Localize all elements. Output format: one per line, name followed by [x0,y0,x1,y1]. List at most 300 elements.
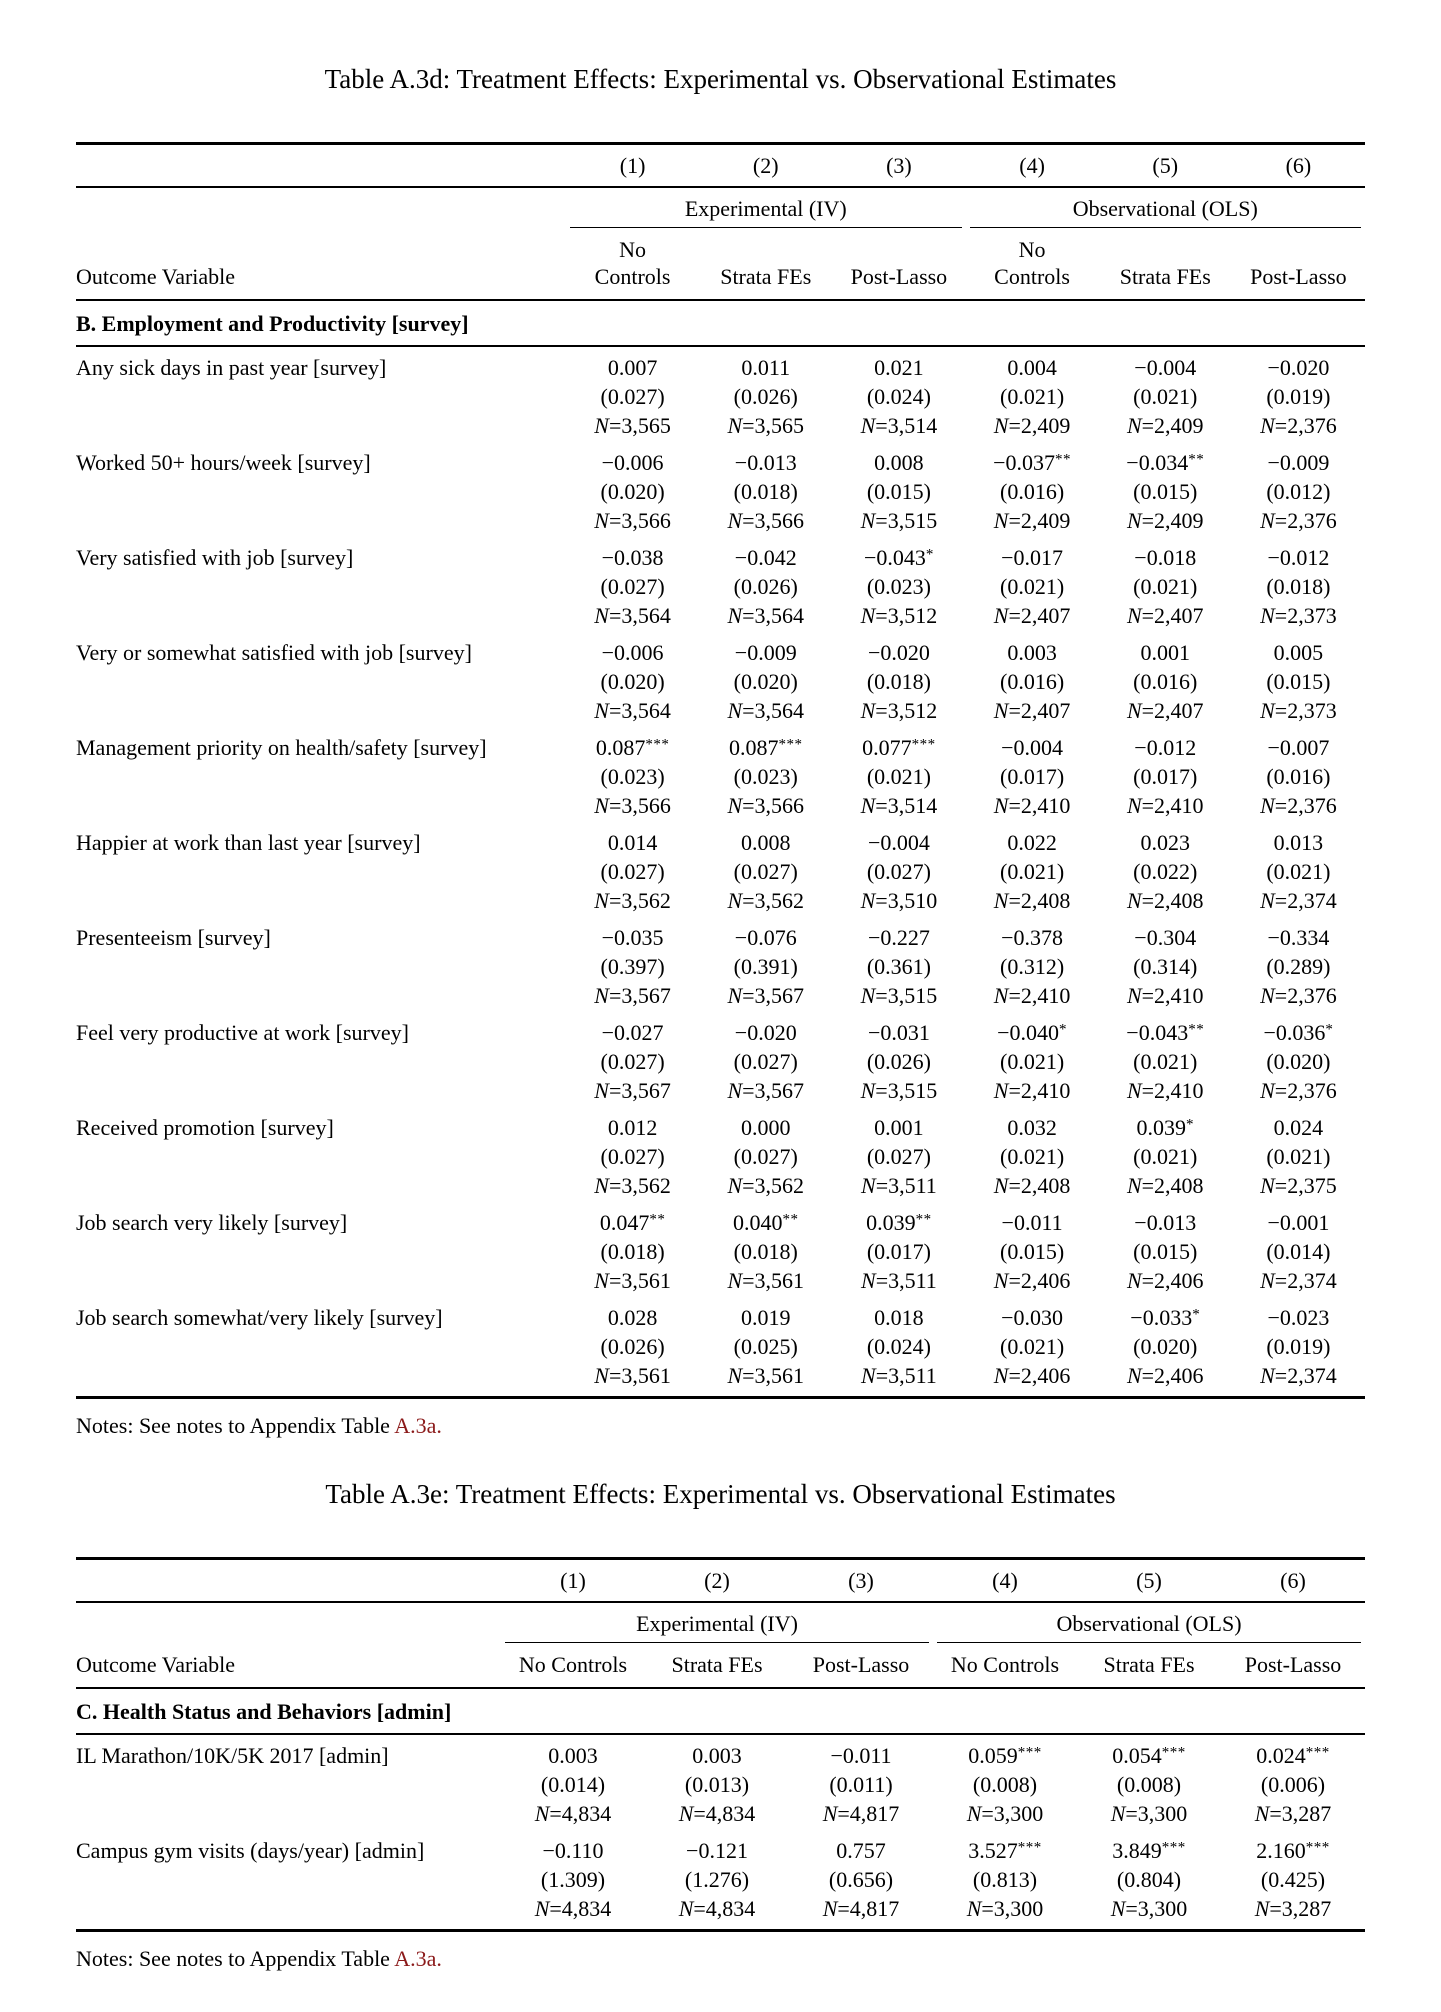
sample-size-symbol: N [594,603,609,628]
significance-stars: ** [782,1211,799,1228]
estimate-value [566,448,699,477]
estimate-cell [966,1113,1099,1200]
sample-size-symbol: N [1260,793,1275,818]
estimate-value [789,1741,933,1770]
estimate-number: −0.034 [1126,450,1189,475]
sample-size-symbol: N [727,1268,743,1293]
std-error: (0.016) [1000,479,1065,504]
estimate-cell [1232,1208,1365,1295]
column-number-6: (6) [1280,1568,1306,1593]
estimate-number: 0.001 [874,1115,924,1140]
sample-size-symbol: N [678,1801,694,1826]
significance-stars: * [1185,1116,1194,1133]
sample-size-symbol: N [860,698,876,723]
significance-stars: *** [645,736,670,753]
sample-size [566,1266,699,1295]
sample-size-symbol: N [1260,983,1275,1008]
estimate-value [1099,828,1232,857]
std-error: (0.018) [600,1239,665,1264]
column-number-3: (3) [886,153,912,178]
sample-size-symbol: N [861,1363,876,1388]
estimate-cell [566,1018,699,1105]
sample-size-number: =2,374 [1274,1363,1337,1388]
estimate-value [832,1208,965,1237]
sample-size [1077,1894,1221,1923]
appendix-table-link[interactable]: A.3a. [394,1413,442,1438]
sample-size-symbol: N [993,603,1009,628]
significance-stars: * [1325,1021,1334,1038]
estimate-value [933,1741,1077,1770]
estimate-number: −0.023 [1267,1305,1330,1330]
significance-stars: ** [915,1211,932,1228]
std-error: (0.018) [1266,574,1331,599]
estimate-number: 0.008 [740,830,791,855]
column-number-4: (4) [1019,153,1045,178]
sample-size [832,1171,965,1200]
std-error: (0.019) [1266,384,1331,409]
sample-size-symbol: N [1260,413,1275,438]
std-error: (0.027) [600,384,665,409]
estimate-value [645,1741,789,1770]
std-error: (0.027) [733,859,798,884]
estimate-number: −0.334 [1267,925,1330,950]
sample-size [832,411,965,440]
estimate-number: 0.039 [866,1210,916,1235]
estimate-value [566,638,699,667]
estimate-value [699,448,832,477]
estimate-number: −0.013 [734,450,797,475]
estimate-value [789,1836,933,1865]
sample-size-symbol: N [1260,1078,1275,1103]
sample-size-symbol: N [860,888,876,913]
sample-size-symbol: N [727,698,743,723]
sample-size-symbol: N [860,983,876,1008]
std-error: (0.006) [1260,1772,1326,1797]
sample-size [789,1894,933,1923]
sample-size [832,1076,965,1105]
sample-size-number: =3,561 [608,1363,671,1388]
estimate-value [933,1836,1077,1865]
sample-size [1232,886,1365,915]
outcome-row [76,1204,1365,1299]
outcome-row [76,729,1365,824]
estimate-value [966,828,1099,857]
estimate-value [1099,1303,1232,1332]
estimate-cell [1099,353,1232,440]
estimate-value [966,1208,1099,1237]
std-error: (0.017) [866,1239,931,1264]
estimate-number: −0.227 [867,925,930,950]
estimate-number: −0.043 [863,545,926,570]
estimate-value [501,1836,645,1865]
estimate-number: −0.027 [601,1020,664,1045]
estimate-cell [966,448,1099,535]
estimate-cell [699,1303,832,1390]
outcome-label: Job search very likely [survey] [76,1210,348,1235]
sample-size-number: =3,511 [875,1268,937,1293]
sample-size-number: =2,410 [1141,1078,1204,1103]
estimate-cell [966,543,1099,630]
sample-size [933,1799,1077,1828]
estimate-value [1232,448,1365,477]
outcome-label: Very satisfied with job [survey] [76,545,354,570]
estimate-cell [832,1303,965,1390]
estimate-cell [1232,828,1365,915]
sample-size-symbol: N [594,888,609,913]
sample-size [1099,1361,1232,1390]
std-error: (0.027) [866,1144,931,1169]
estimate-number: 0.028 [607,1305,658,1330]
sample-size [1099,1266,1232,1295]
std-error: (0.015) [1133,1239,1198,1264]
sample-size [566,1171,699,1200]
sample-size-number: =2,407 [1008,698,1071,723]
sample-size [699,1361,832,1390]
sample-size-symbol: N [1126,508,1142,533]
column-header-1 [501,1651,645,1678]
sample-size-number: =3,510 [875,888,938,913]
outcome-label: Campus gym visits (days/year) [admin] [76,1838,425,1863]
estimate-cell [1099,733,1232,820]
sample-size [966,411,1099,440]
sample-size-number: =2,409 [1008,508,1071,533]
estimate-value [966,1303,1099,1332]
sample-size-symbol: N [861,1173,876,1198]
significance-stars: ** [1188,451,1205,468]
sample-size [566,886,699,915]
estimate-number: 0.022 [1007,830,1057,855]
estimate-number: −0.012 [1267,545,1330,570]
sample-size [699,601,832,630]
estimate-number: −0.304 [1134,925,1197,950]
estimate-cell [566,543,699,630]
estimate-cell [966,1208,1099,1295]
estimate-number: 0.021 [874,355,924,380]
sample-size-symbol: N [1110,1896,1126,1921]
sample-size [645,1799,789,1828]
estimate-number: −0.038 [601,545,664,570]
sample-size [966,506,1099,535]
sample-size-number: =3,561 [608,1268,671,1293]
sample-size-symbol: N [822,1801,838,1826]
std-error: (0.021) [1000,859,1065,884]
sample-size [1099,981,1232,1010]
estimate-number: 3.849 [1112,1838,1162,1863]
sample-size-number: =4,817 [837,1896,900,1921]
outcome-label: Received promotion [survey] [76,1115,334,1140]
estimate-number: −0.001 [1267,1210,1330,1235]
sample-size-number: =3,561 [742,1363,805,1388]
std-error: (0.026) [866,1049,931,1074]
column-header-row [76,228,1365,299]
estimate-cell [699,1113,832,1200]
significance-stars: *** [1161,1744,1186,1761]
sample-size [832,886,965,915]
sample-size [566,411,699,440]
sample-size-number: =3,566 [608,508,671,533]
std-error: (0.026) [733,384,798,409]
table-a3d-title: Table A.3d: Treatment Effects: Experimental vs. Observational Estimates [324,64,1117,94]
sample-size [1232,1266,1365,1295]
estimate-value [699,828,832,857]
std-error: (0.015) [866,479,931,504]
outcome-label: Any sick days in past year [survey] [76,355,387,380]
sample-size-symbol: N [727,508,743,533]
sample-size-number: =3,567 [742,983,805,1008]
outcome-row [76,349,1365,444]
sample-size [566,601,699,630]
estimate-number: −0.020 [867,640,930,665]
sample-size [966,601,1099,630]
std-error: (0.023) [600,764,665,789]
sample-size-number: =2,376 [1274,1078,1337,1103]
estimate-cell [966,923,1099,1010]
column-header-6 [1221,1651,1365,1678]
outcome-label: IL Marathon/10K/5K 2017 [admin] [76,1743,389,1768]
sample-size-symbol: N [678,1896,694,1921]
sample-size [1099,1076,1232,1105]
sample-size-symbol: N [1254,1896,1270,1921]
appendix-table-link[interactable]: A.3a. [394,1946,442,1971]
estimate-cell [933,1741,1077,1828]
sample-size-number: =2,376 [1274,413,1337,438]
column-header-6 [1232,263,1365,290]
estimate-cell [699,923,832,1010]
sample-size-symbol: N [727,888,743,913]
sample-size-symbol: N [1260,888,1275,913]
estimate-cell [832,828,965,915]
std-error: (0.021) [866,764,931,789]
sample-size-number: =3,287 [1269,1801,1332,1826]
sample-size-number: =2,373 [1274,698,1337,723]
outcome-label: Management priority on health/safety [survey] [76,735,487,760]
sample-size [933,1894,1077,1923]
estimate-cell [566,923,699,1010]
sample-size-number: =2,408 [1141,888,1204,913]
estimate-cell [966,353,1099,440]
estimate-number: −0.020 [1267,355,1330,380]
sample-size-number: =3,562 [742,888,805,913]
std-error: (0.015) [1000,1239,1065,1264]
estimate-value [1099,1113,1232,1142]
std-error: (0.027) [733,1049,798,1074]
sample-size-symbol: N [727,1078,743,1103]
estimate-value [832,448,965,477]
std-error: (0.813) [972,1867,1038,1892]
column-number-row [76,145,1365,186]
significance-stars: *** [1017,1744,1042,1761]
estimate-value [566,923,699,952]
sample-size-symbol: N [1110,1801,1126,1826]
sample-size [566,696,699,725]
std-error: (1.309) [540,1867,606,1892]
sample-size-number: =4,834 [693,1896,756,1921]
estimate-value [1232,638,1365,667]
sample-size-number: =3,300 [1125,1896,1188,1921]
estimate-cell [789,1836,933,1923]
estimate-number: 0.014 [607,830,658,855]
sample-size-symbol: N [727,1173,743,1198]
table-body [76,347,1365,1396]
sample-size [1232,791,1365,820]
sample-size [1221,1894,1365,1923]
std-error: (0.014) [1266,1239,1331,1264]
sample-size [566,1076,699,1105]
estimate-cell [699,733,832,820]
outcome-row [76,539,1365,634]
column-header-line: Strata FEs [671,1652,763,1677]
sample-size [1232,981,1365,1010]
estimate-cell [645,1836,789,1923]
std-error: (0.023) [733,764,798,789]
column-number-6: (6) [1285,153,1312,178]
std-error: (0.018) [733,1239,798,1264]
sample-size-symbol: N [727,413,743,438]
std-error: (0.018) [866,669,931,694]
std-error: (0.021) [1133,1144,1198,1169]
std-error: (0.021) [1266,859,1331,884]
sample-size-number: =2,408 [1141,1173,1204,1198]
std-error: (0.024) [866,384,931,409]
sample-size-number: =3,512 [875,603,938,628]
estimate-cell [699,448,832,535]
std-error: (0.019) [1266,1334,1331,1359]
estimate-number: −0.042 [734,545,797,570]
column-header-row [76,1643,1365,1687]
std-error: (0.021) [1133,574,1198,599]
std-error: (0.027) [600,859,665,884]
estimate-number: 0.024 [1273,1115,1324,1140]
bottom-rule [76,1396,1365,1399]
notes-text: Notes: See notes to Appendix Table [76,1946,395,1971]
sample-size-symbol: N [1126,1173,1142,1198]
sample-size-number: =3,515 [875,508,938,533]
estimate-cell [699,1018,832,1105]
estimate-value [1099,448,1232,477]
std-error: (0.021) [1133,384,1198,409]
sample-size-symbol: N [993,1173,1009,1198]
std-error: (0.021) [1133,1049,1198,1074]
estimate-value [1232,1303,1365,1332]
sample-size-number: =2,409 [1141,413,1204,438]
std-error: (0.016) [1133,669,1198,694]
sample-size-symbol: N [594,983,609,1008]
sample-size [966,981,1099,1010]
sample-size-symbol: N [993,983,1009,1008]
estimate-value [566,353,699,382]
estimate-number: 0.003 [692,1743,742,1768]
outcome-row [76,1014,1365,1109]
sample-size-symbol: N [594,413,609,438]
estimate-value [501,1741,645,1770]
sample-size-number: =3,566 [742,793,805,818]
estimate-number: 0.087 [728,735,779,760]
sample-size [832,981,965,1010]
sample-size-symbol: N [993,1363,1009,1388]
sample-size [1232,1361,1365,1390]
estimate-cell [789,1741,933,1828]
outcome-variable-header: Outcome Variable [76,264,236,289]
estimate-cell [1099,923,1232,1010]
sample-size [1099,791,1232,820]
sample-size-symbol: N [1254,1801,1270,1826]
sample-size-number: =3,567 [742,1078,805,1103]
column-number-5: (5) [1152,153,1179,178]
estimate-cell [1099,543,1232,630]
column-header-line: Strata FEs [1119,264,1211,289]
outcome-row [76,634,1365,729]
estimate-number: −0.121 [686,1838,748,1863]
estimate-value [1077,1836,1221,1865]
estimate-cell [1099,1113,1232,1200]
sample-size [832,1266,965,1295]
column-header-5 [1099,263,1232,290]
estimate-cell [566,828,699,915]
estimate-number: −0.004 [1134,355,1197,380]
sample-size-symbol: N [993,508,1009,533]
outcome-row [76,1737,1365,1832]
sample-size [832,601,965,630]
estimate-value [966,733,1099,762]
estimate-value [832,638,965,667]
sample-size [966,1266,1099,1295]
std-error: (0.015) [1133,479,1198,504]
estimate-number: −0.007 [1267,735,1330,760]
sample-size-symbol: N [1260,603,1275,628]
sample-size-number: =2,410 [1008,793,1071,818]
estimate-value [966,1113,1099,1142]
sample-size [1232,411,1365,440]
estimate-value [1232,828,1365,857]
section-header: B. Employment and Productivity [survey] [76,311,469,336]
sample-size-number: =3,300 [981,1801,1044,1826]
estimate-number: −0.012 [1134,735,1197,760]
estimate-number: −0.037 [993,450,1056,475]
std-error: (0.008) [1116,1772,1182,1797]
sample-size [832,696,965,725]
table-a3d-notes [76,1412,1365,1439]
sample-size-number: =2,373 [1274,603,1337,628]
estimate-cell [1232,923,1365,1010]
estimate-cell [1221,1836,1365,1923]
sample-size-number: =3,562 [742,1173,805,1198]
column-number-4: (4) [992,1568,1018,1593]
estimate-cell [832,1208,965,1295]
std-error: (0.656) [828,1867,894,1892]
estimate-number: −0.004 [1001,735,1064,760]
std-error: (0.020) [733,669,798,694]
estimate-value [1232,1208,1365,1237]
table-body [76,1735,1365,1929]
sample-size-symbol: N [594,1268,609,1293]
estimate-value [966,638,1099,667]
estimate-cell [832,1113,965,1200]
table-a3e-notes [76,1945,1365,1972]
sample-size [501,1894,645,1923]
sample-size [1232,601,1365,630]
estimate-number: −0.110 [542,1838,604,1863]
significance-stars: ** [1188,1021,1205,1038]
estimate-number: −0.006 [601,640,664,665]
estimate-value [832,1303,965,1332]
outcome-row [76,1109,1365,1204]
outcome-row [76,919,1365,1014]
estimate-cell [699,828,832,915]
sample-size [1099,601,1232,630]
sample-size [1099,696,1232,725]
sample-size [966,1171,1099,1200]
outcome-label: Job search somewhat/very likely [survey] [76,1305,443,1330]
